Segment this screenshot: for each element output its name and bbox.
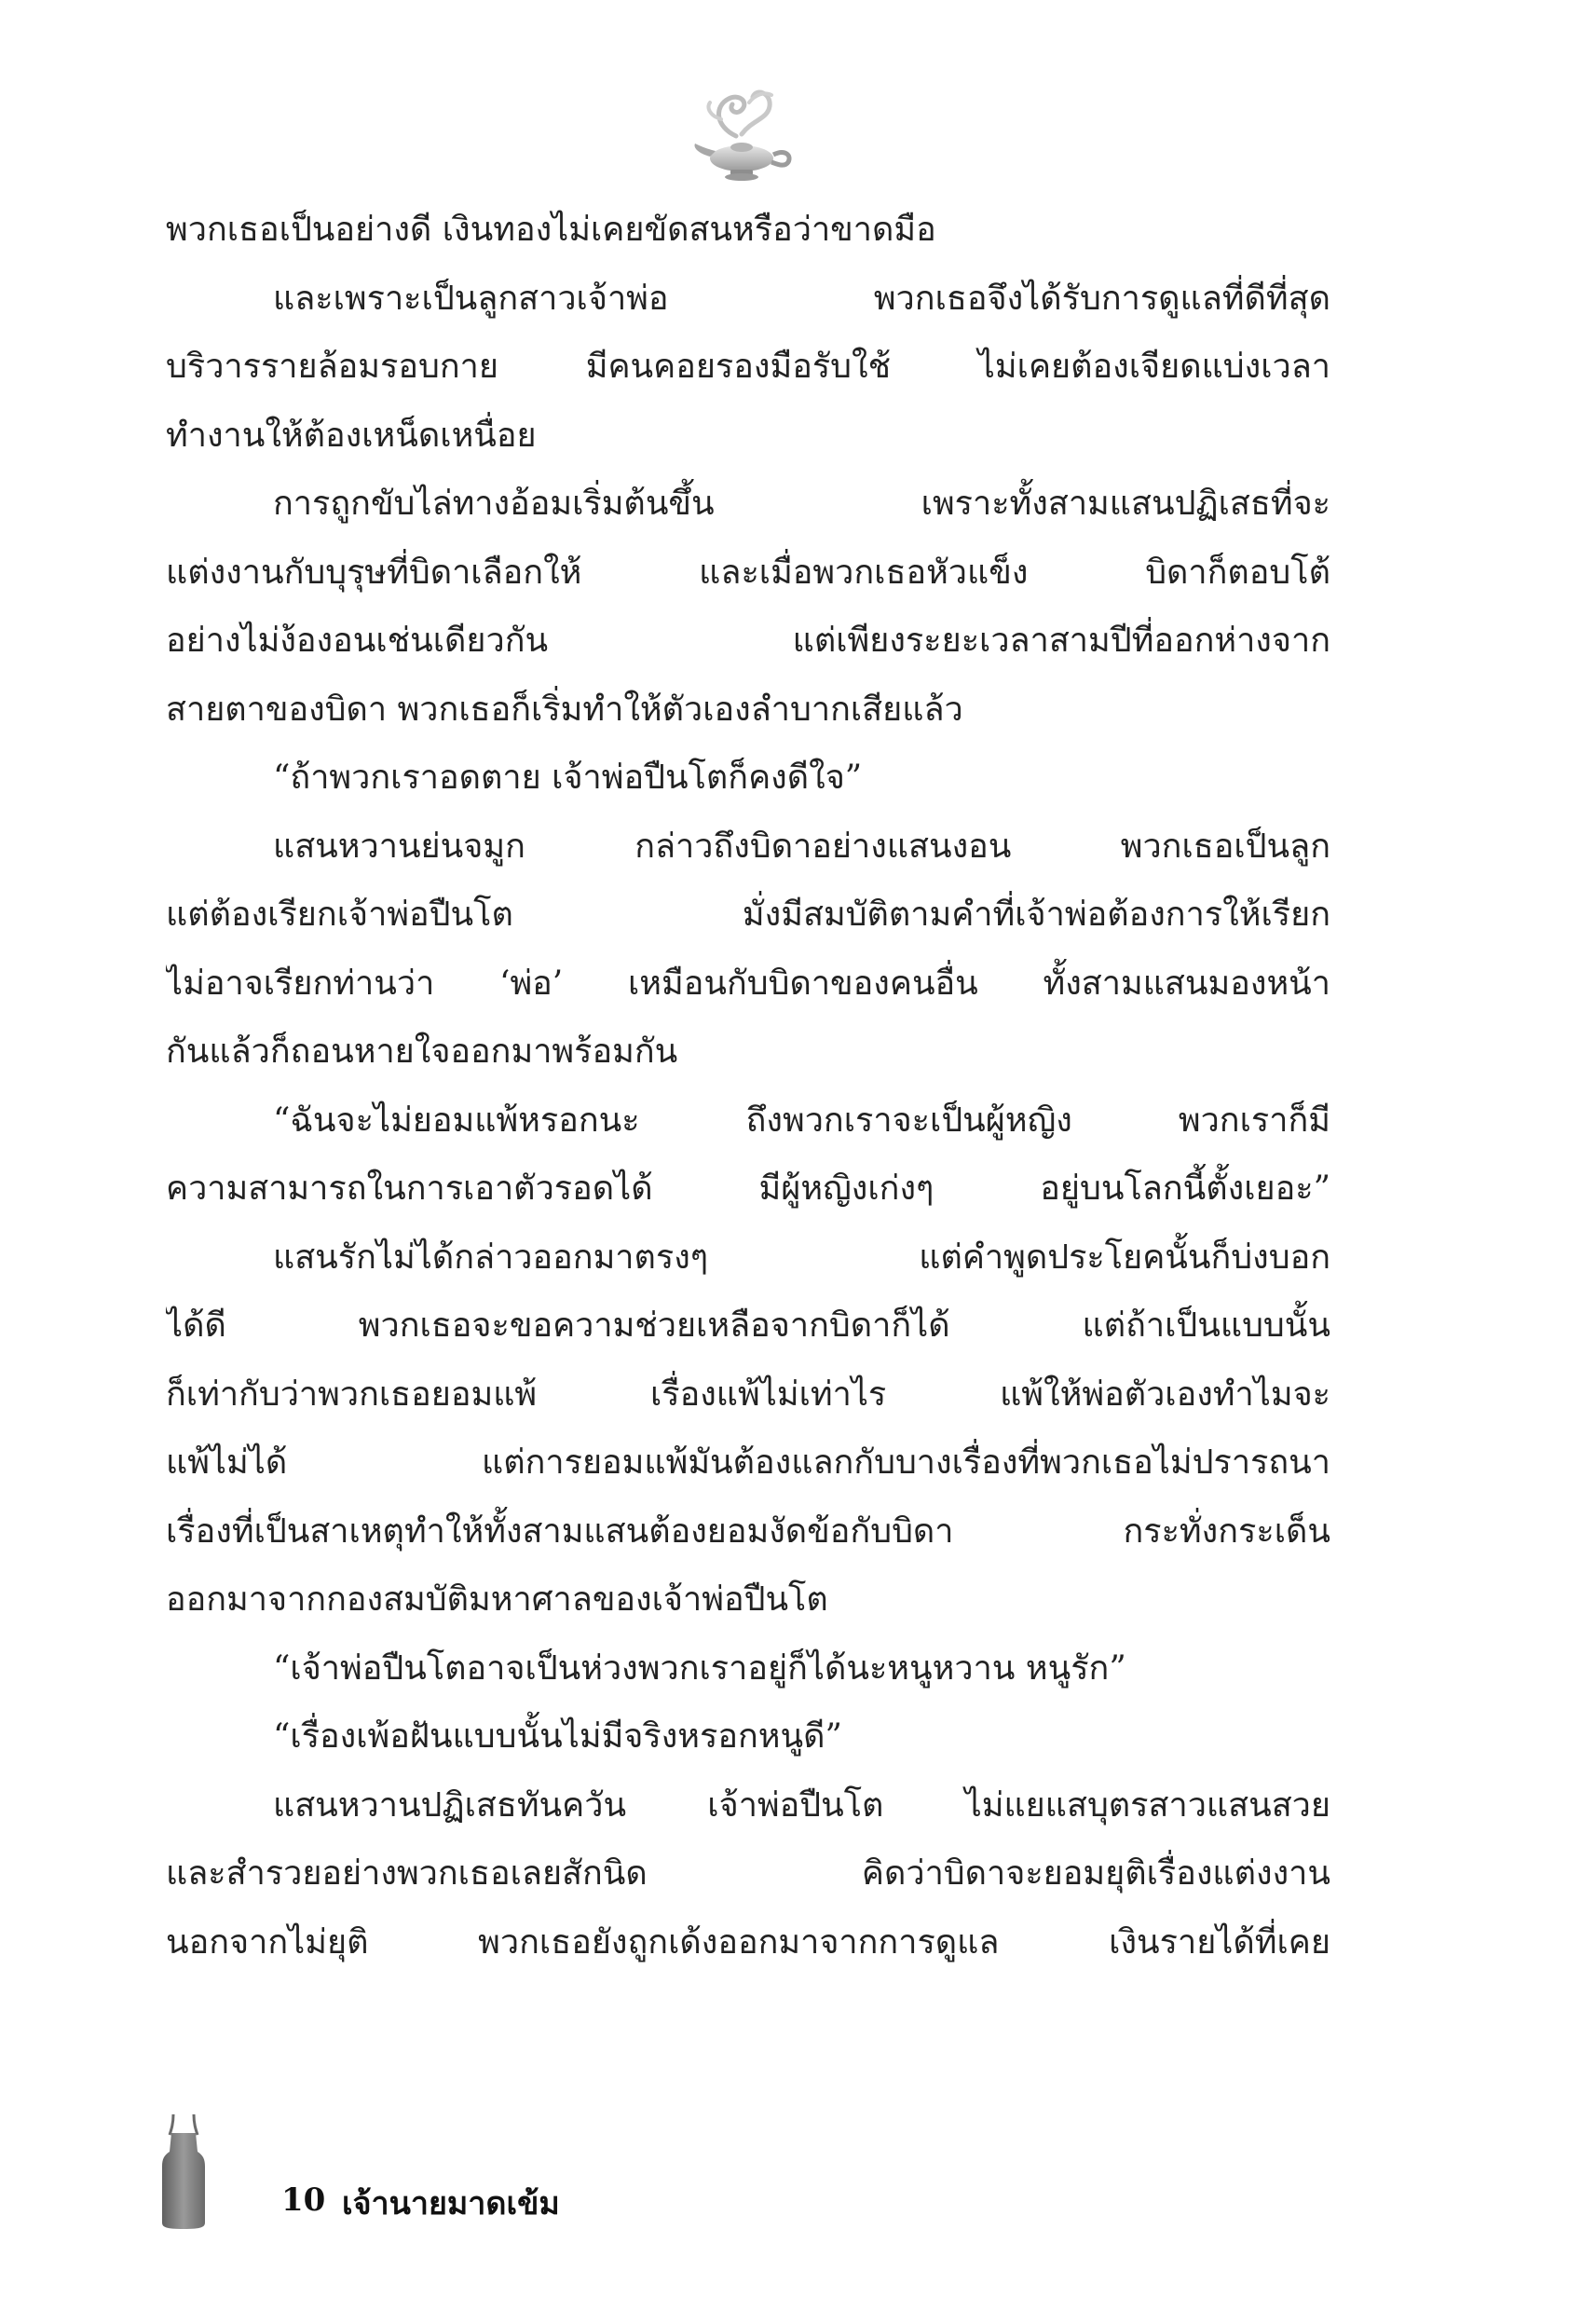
text-line: และสำรวยอย่างพวกเธอเลยสักนิด คิดว่าบิดาจะยอมยุติเรื่องแต่งงาน: [166, 1854, 1330, 1893]
text-line: “เรื่องเพ้อฝันแบบนั้นไม่มีจริงหรอกหนูดี”: [273, 1717, 842, 1756]
page-number: 10: [281, 2181, 326, 2219]
text-line: กันแล้วก็ถอนหายใจออกมาพร้อมกัน: [166, 1032, 678, 1071]
page-footer: [160, 2111, 719, 2232]
text-line: นอกจากไม่ยุติ พวกเธอยังถูกเด้งออกมาจากการดูแล เงินรายได้ที่เคย: [166, 1922, 1330, 1962]
text-line: และเพราะเป็นลูกสาวเจ้าพ่อ พวกเธอจึงได้รับการดูแลที่ดีที่สุด: [273, 279, 1330, 318]
text-line: ได้ดี พวกเธอจะขอความช่วยเหลือจากบิดาก็ได้ แต่ถ้าเป็นแบบนั้น: [166, 1306, 1330, 1345]
text-line: แสนหวานปฏิเสธทันควัน เจ้าพ่อปืนโต ไม่แยแสบุตรสาวแสนสวย: [273, 1785, 1330, 1825]
text-line: ไม่อาจเรียกท่านว่า ‘พ่อ’ เหมือนกับบิดาของคนอื่น ทั้งสามแสนมองหน้า: [166, 964, 1330, 1003]
text-line: พวกเธอเป็นอย่างดี เงินทองไม่เคยขัดสนหรือว่าขาดมือ: [166, 211, 936, 249]
lamp-genie-icon: [688, 78, 799, 183]
text-line: “ฉันจะไม่ยอมแพ้หรอกนะ ถึงพวกเราจะเป็นผู้หญิง พวกเราก็มี: [273, 1101, 1330, 1140]
text-line: ทำงานให้ต้องเหน็ดเหนื่อย: [166, 416, 537, 455]
text-line: เรื่องที่เป็นสาเหตุทำให้ทั้งสามแสนต้องยอมงัดข้อกับบิดา กระทั่งกระเด็น: [166, 1511, 1330, 1551]
text-line: บริวารรายล้อมรอบกาย มีคนคอยรองมือรับใช้ ไม่เคยต้องเจียดแบ่งเวลา: [166, 348, 1330, 386]
text-line: “ถ้าพวกเราอดตาย เจ้าพ่อปืนโตก็คงดีใจ”: [273, 759, 863, 797]
text-line: ออกมาจากกองสมบัติมหาศาลของเจ้าพ่อปืนโต: [166, 1580, 828, 1619]
body-text: [166, 196, 1330, 1976]
text-line: “เจ้าพ่อปืนโตอาจเป็นห่วงพวกเราอยู่ก็ได้นะหนูหวาน หนูรัก”: [273, 1648, 1126, 1688]
text-line: ความสามารถในการเอาตัวรอดได้ มีผู้หญิงเก่งๆ อยู่บนโลกนี้ตั้งเยอะ”: [166, 1169, 1330, 1208]
text-line: ก็เท่ากับว่าพวกเธอยอมแพ้ เรื่องแพ้ไม่เท่าไร แพ้ให้พ่อตัวเองทำไมจะ: [166, 1374, 1330, 1414]
text-line: แพ้ไม่ได้ แต่การยอมแพ้มันต้องแลกกับบางเรื่องที่พวกเธอไม่ปรารถนา: [166, 1443, 1330, 1482]
book-title: เจ้านายมาดเข้ม: [342, 2185, 560, 2222]
text-line: แต่ต้องเรียกเจ้าพ่อปืนโต มั่งมีสมบัติตามคำที่เจ้าพ่อต้องการให้เรียก: [166, 896, 1330, 934]
apron-icon: [160, 2111, 207, 2230]
text-line: การถูกขับไล่ทางอ้อมเริ่มต้นขึ้น เพราะทั้งสามแสนปฏิเสธที่จะ: [273, 485, 1330, 523]
text-line: แต่งงานกับบุรุษที่บิดาเลือกให้ และเมื่อพวกเธอหัวแข็ง บิดาก็ตอบโต้: [166, 553, 1330, 592]
text-line: อย่างไม่ง้องอนเช่นเดียวกัน แต่เพียงระยะเวลาสามปีที่ออกห่างจาก: [166, 622, 1330, 660]
text-line: แสนหวานย่นจมูก กล่าวถึงบิดาอย่างแสนงอน พวกเธอเป็นลูก: [273, 827, 1330, 866]
text-line: แสนรักไม่ได้กล่าวออกมาตรงๆ แต่คำพูดประโยคนั้นก็บ่งบอก: [273, 1238, 1330, 1277]
text-line: สายตาของบิดา พวกเธอก็เริ่มทำให้ตัวเองลำบากเสียแล้ว: [166, 690, 963, 729]
